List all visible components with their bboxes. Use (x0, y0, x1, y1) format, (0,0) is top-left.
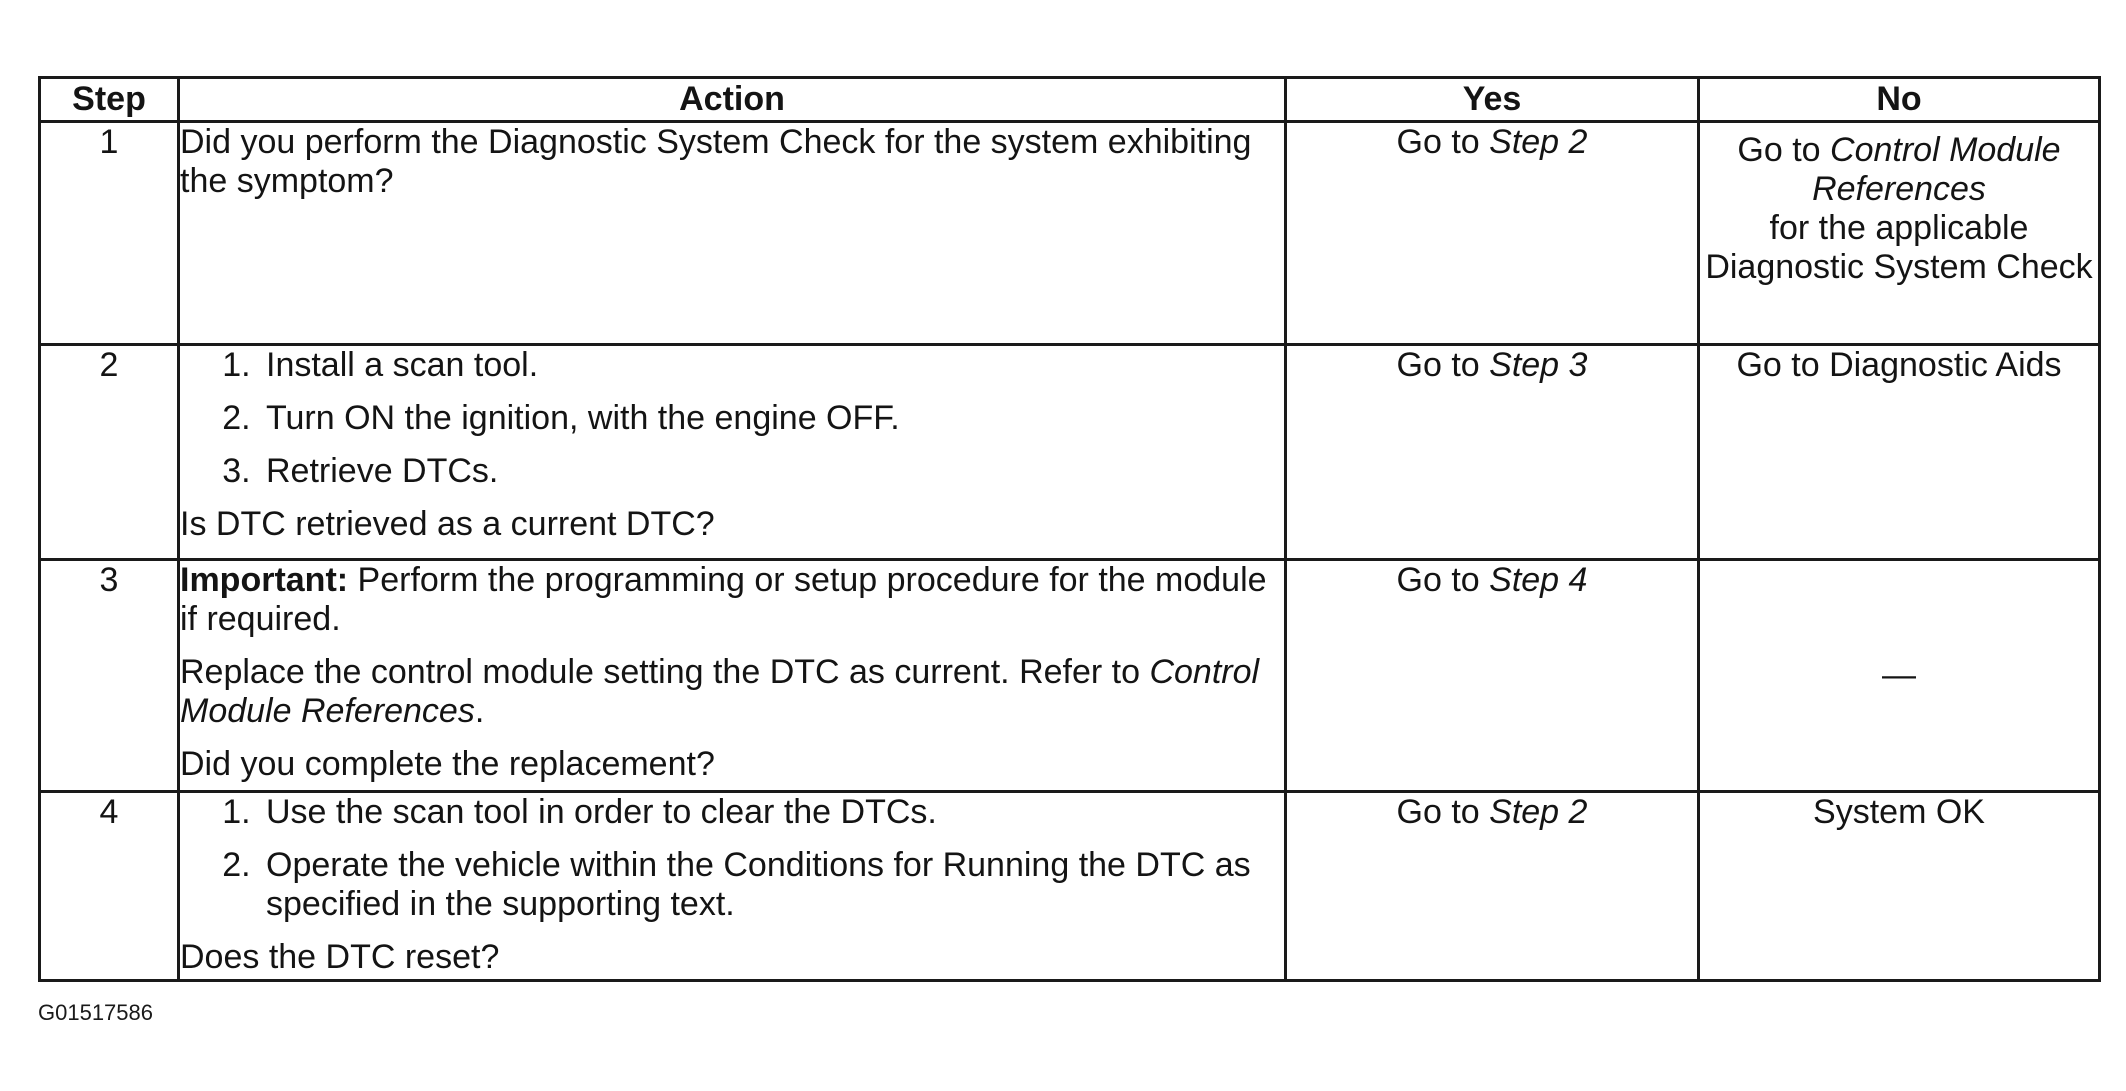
step-number: 1 (40, 122, 179, 345)
replace-end: . (474, 692, 485, 730)
action-question: Is DTC retrieved as a current DTC? (180, 505, 715, 543)
no-cell (1699, 122, 2100, 345)
figure-id: G01517586 (38, 1000, 153, 1025)
no-cell (1699, 560, 2100, 792)
yes-prefix: Go to (1396, 793, 1490, 831)
action-question: Does the DTC reset? (180, 938, 500, 976)
yes-cell (1286, 560, 1699, 792)
important-label: Important: (180, 561, 349, 599)
table-row (40, 792, 2100, 981)
replace-instruction (180, 653, 1284, 731)
action-cell (179, 560, 1286, 792)
no-suffix: for the applicable Diagnostic System Check (1705, 209, 2093, 286)
action-cell (179, 345, 1286, 560)
system-ok-text: System OK (1813, 793, 1985, 831)
step-link[interactable]: Step 4 (1489, 561, 1588, 599)
yes-cell (1286, 122, 1699, 345)
action-cell (179, 122, 1286, 345)
header-action: Action (179, 78, 1286, 122)
step-number: 2 (40, 345, 179, 560)
step-link[interactable]: Step 3 (1489, 346, 1588, 384)
no-cell (1699, 345, 2100, 560)
step-number: 3 (40, 560, 179, 792)
yes-prefix: Go to (1396, 561, 1490, 599)
replace-text: Replace the control module setting the DTC as current. Refer to (180, 653, 1150, 691)
table-header-row (40, 78, 2100, 122)
action-cell (179, 792, 1286, 981)
yes-prefix: Go to (1396, 346, 1490, 384)
step-number: 4 (40, 792, 179, 981)
no-cell (1699, 792, 2100, 981)
important-note (180, 561, 1284, 639)
important-text: Perform the programming or setup procedure for the module if required. (180, 561, 1267, 638)
list-item: 1. Use the scan tool in order to clear the DTCs. (260, 793, 1284, 832)
table-row (40, 560, 2100, 792)
no-dash: — (1882, 656, 1916, 694)
list-item: 2. Operate the vehicle within the Conditions for Running the DTC as specified in the supporting text. (260, 846, 1284, 924)
control-module-references-link[interactable]: Control Module References (1812, 131, 2061, 208)
table-row (40, 345, 2100, 560)
yes-prefix: Go to (1396, 123, 1490, 161)
no-prefix: Go to (1737, 131, 1831, 169)
action-question: Did you perform the Diagnostic System Check for the system exhibiting the symptom? (180, 123, 1252, 200)
substep-list (180, 793, 1284, 924)
yes-cell (1286, 345, 1699, 560)
step-link[interactable]: Step 2 (1489, 793, 1588, 831)
diagnostic-table (38, 76, 2101, 982)
list-item: 2. Turn ON the ignition, with the engine OFF. (260, 399, 1284, 438)
header-yes: Yes (1286, 78, 1699, 122)
substep-list (180, 346, 1284, 491)
step-link[interactable]: Step 2 (1489, 123, 1588, 161)
diagnostic-aids-link[interactable]: Go to Diagnostic Aids (1736, 346, 2062, 384)
action-question: Did you complete the replacement? (180, 745, 715, 783)
yes-cell (1286, 792, 1699, 981)
header-step: Step (40, 78, 179, 122)
table-row (40, 122, 2100, 345)
list-item: 3. Retrieve DTCs. (260, 452, 1284, 491)
header-no: No (1699, 78, 2100, 122)
list-item: 1. Install a scan tool. (260, 346, 1284, 385)
control-module-references-link[interactable]: Control Module References (180, 653, 1260, 730)
